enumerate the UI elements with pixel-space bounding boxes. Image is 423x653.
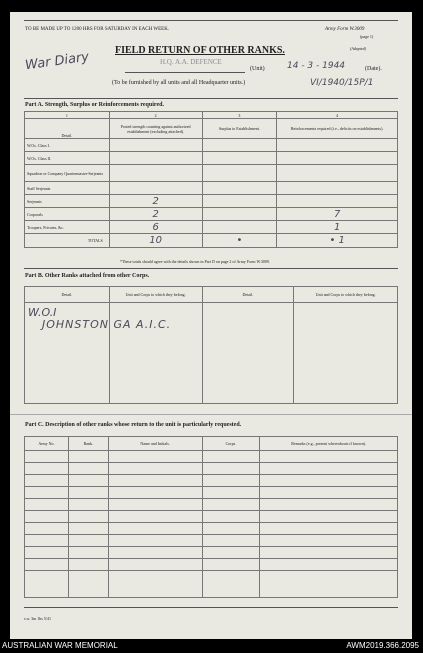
table-row: Troopers, Privates, &c. 6 1 bbox=[25, 221, 398, 234]
col-num: 2 bbox=[109, 112, 202, 119]
col-header: Remarks (e.g., present whereabouts if known). bbox=[260, 437, 398, 451]
instruction-text: TO BE MADE UP TO 1200 HRS FOR SATURDAY IN EACH WEEK. bbox=[25, 27, 170, 32]
footer-credit: AUSTRALIAN WAR MEMORIAL bbox=[2, 641, 118, 650]
furnish-note: (To be furnished by all units and all Headquarter units.) bbox=[112, 80, 246, 86]
table-row: W.Os. Class I. bbox=[25, 139, 398, 152]
part-b-table bbox=[24, 286, 398, 404]
col-header: Detail. bbox=[25, 119, 110, 139]
form-title: FIELD RETURN OF OTHER RANKS. bbox=[115, 45, 285, 56]
fold-line bbox=[10, 414, 412, 415]
col-header: Surplus to Establishment. bbox=[202, 119, 277, 139]
col-header: Reinforcements required (i.e., deficits on establishments). bbox=[277, 119, 398, 139]
totals-row: TOTALS 10 • • 1 bbox=[25, 234, 398, 248]
col-header: Unit and Corps to which they belong. bbox=[294, 287, 398, 303]
footer-accession: AWM2019.366.2095 bbox=[346, 641, 419, 650]
part-a-table bbox=[24, 111, 398, 248]
unit-underline bbox=[125, 72, 245, 73]
signature: War Diary bbox=[24, 49, 90, 74]
table-row: W.Os. Class II. bbox=[25, 152, 398, 165]
totals-note: *These totals should agree with the details shown in Part D on page 2 of Army Form W.3009. bbox=[120, 259, 270, 264]
col-header: Detail. bbox=[202, 287, 294, 303]
part-b-rule bbox=[24, 268, 398, 269]
col-header: Rank. bbox=[68, 437, 108, 451]
part-a-rule bbox=[24, 98, 398, 99]
unit-stamp: H.Q. A.A. DEFENCE bbox=[160, 58, 222, 66]
part-a-heading: Part A. Strength, Surplus or Reinforcements required. bbox=[25, 102, 164, 108]
col-header: Corps. bbox=[202, 437, 260, 451]
top-rule bbox=[24, 20, 398, 21]
col-num: 1 bbox=[25, 112, 110, 119]
part-c-table bbox=[24, 436, 398, 598]
col-num: 3 bbox=[202, 112, 277, 119]
adapted-note: (Adapted) bbox=[350, 46, 366, 51]
print-code: s.w. 3m 1hs 5/41 bbox=[24, 616, 51, 621]
table-row: Corporals 2 7 bbox=[25, 208, 398, 221]
col-header: Name and Initials. bbox=[108, 437, 202, 451]
unit-label: (Unit) bbox=[250, 66, 265, 72]
part-b-heading: Part B. Other Ranks attached from other Corps. bbox=[25, 273, 150, 279]
col-header: Unit and Corps to which they belong. bbox=[109, 287, 202, 303]
date-value: 14 - 3 - 1944 bbox=[287, 61, 346, 71]
reference-number: VI/1940/15P/1 bbox=[310, 78, 374, 88]
col-header: Army No. bbox=[25, 437, 69, 451]
form-id: Army Form W.3009 bbox=[325, 27, 365, 32]
form-paper bbox=[10, 12, 412, 639]
part-b-entry-rank: W.O.I bbox=[28, 306, 57, 319]
col-header: Detail. bbox=[25, 287, 110, 303]
table-row: Serjeants 2 bbox=[25, 195, 398, 208]
table-row: Staff Serjeants bbox=[25, 182, 398, 195]
part-c-heading: Part C. Description of other ranks whose return to the unit is particularly requested. bbox=[25, 422, 242, 428]
part-b-entry-name: JOHNSTON GA A.I.C. bbox=[42, 318, 172, 331]
col-header: Posted strength counting against authorized establishment (excluding attached). bbox=[109, 119, 202, 139]
bottom-rule bbox=[24, 607, 398, 608]
page-number: (page 1) bbox=[360, 34, 374, 39]
date-label: (Date). bbox=[365, 66, 382, 72]
table-row: Squadron or Company Quartermaster-Serjeants bbox=[25, 165, 398, 182]
col-num: 4 bbox=[277, 112, 398, 119]
